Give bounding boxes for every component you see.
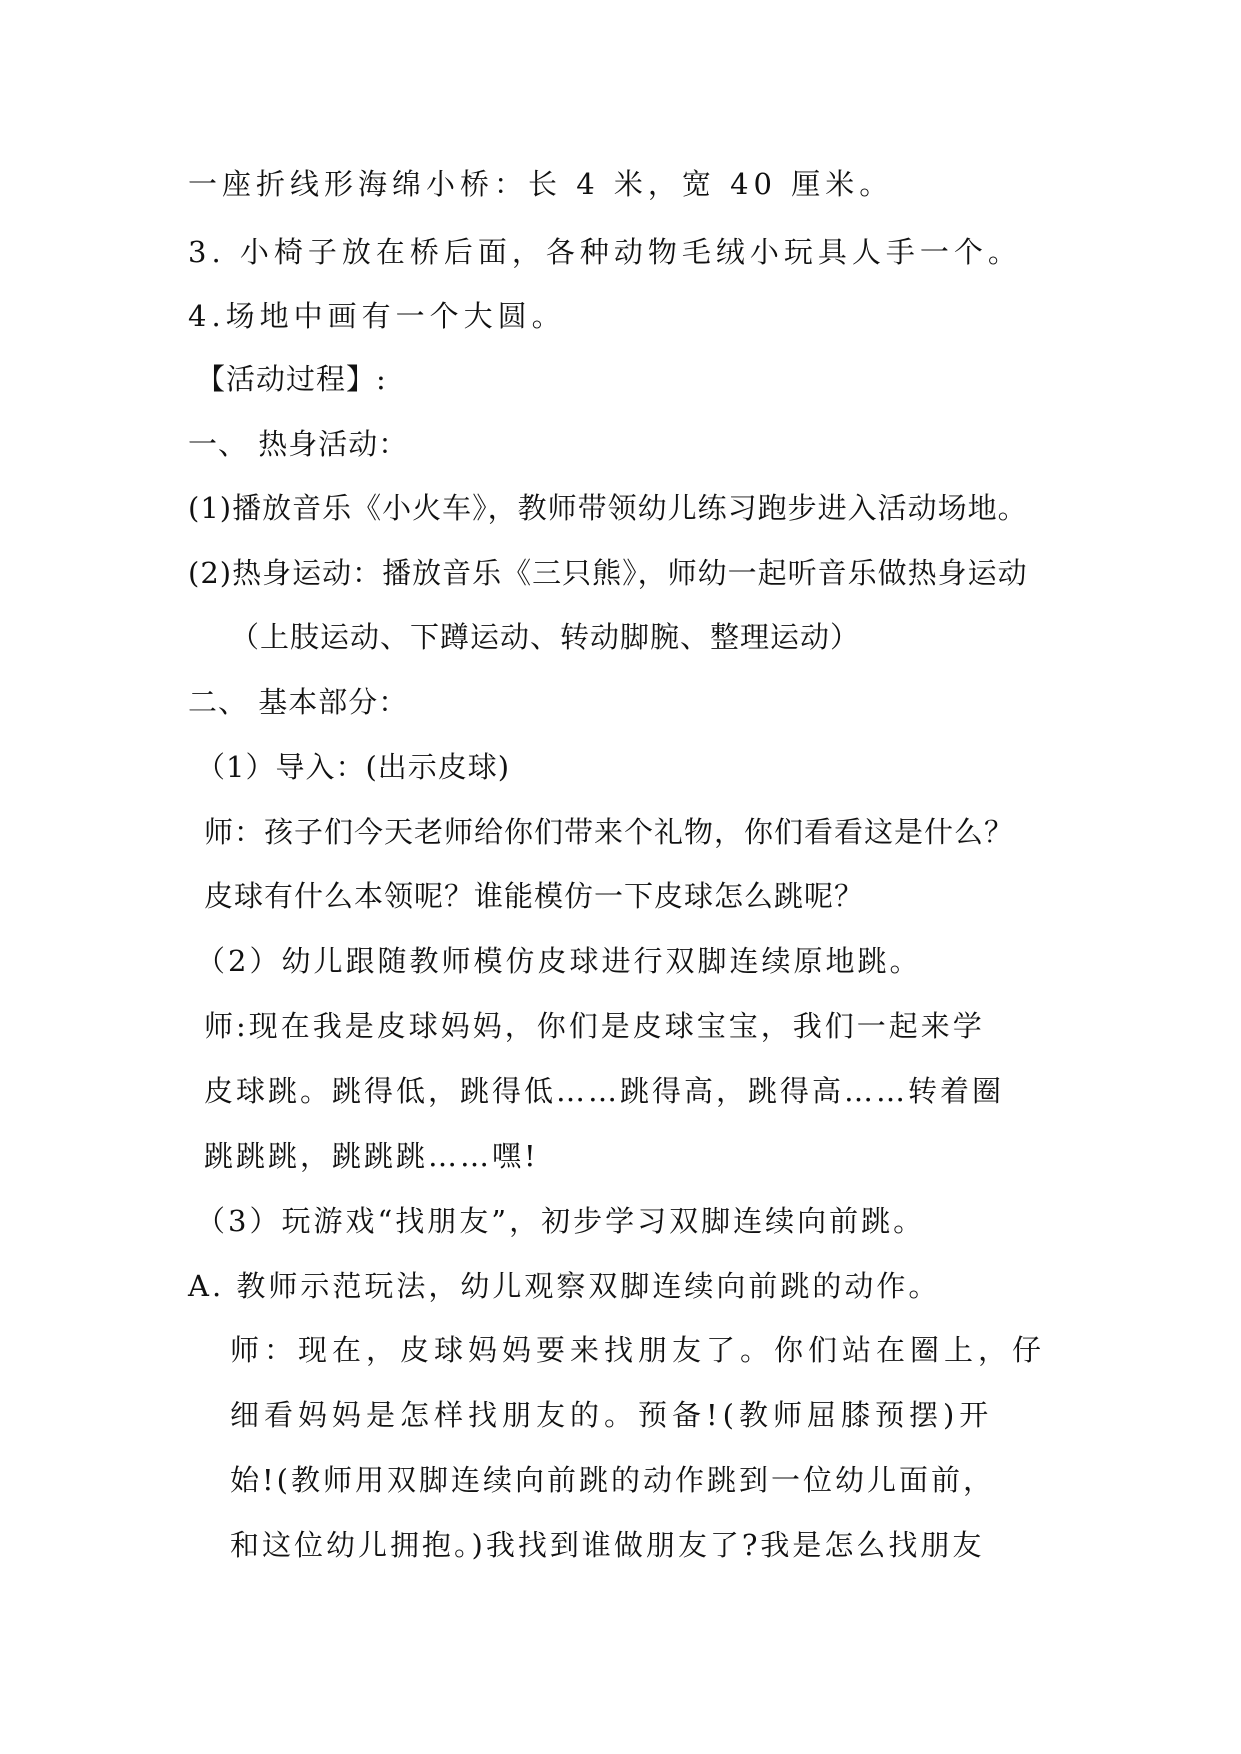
text-line-2: 3. 小椅子放在桥后面，各种动物毛绒小玩具人手一个。 xyxy=(188,235,1022,269)
text-line-22: 和这位幼儿拥抱。)我找到谁做朋友了?我是怎么找朋友 xyxy=(230,1528,985,1562)
text-line-basic-heading: 二、 基本部分： xyxy=(188,685,409,719)
text-line-7: (2)热身运动：播放音乐《三只熊》，师幼一起听音乐做热身运动 xyxy=(188,556,1028,590)
text-line-16: 跳跳跳，跳跳跳……嘿! xyxy=(204,1139,539,1173)
text-line-10: （1）导入：(出示皮球) xyxy=(196,750,511,784)
text-line-12: 皮球有什么本领呢？谁能模仿一下皮球怎么跳呢？ xyxy=(204,879,865,913)
text-line-warmup-heading: 一、 热身活动： xyxy=(188,427,409,461)
text-line-20: 细看妈妈是怎样找朋友的。预备!(教师屈膝预摆)开 xyxy=(230,1398,994,1432)
text-line-6: (1)播放音乐《小火车》，教师带领幼儿练习跑步进入活动场地。 xyxy=(188,491,1028,525)
text-line-18: A. 教师示范玩法，幼儿观察双脚连续向前跳的动作。 xyxy=(188,1269,941,1303)
text-line-13: （2）幼儿跟随教师模仿皮球进行双脚连续原地跳。 xyxy=(196,944,922,978)
section-heading-activity-process: 【活动过程】: xyxy=(196,362,387,396)
text-line-15: 皮球跳。跳得低，跳得低……跳得高，跳得高……转着圈 xyxy=(204,1074,1005,1108)
text-line-21: 始!(教师用双脚连续向前跳的动作跳到一位幼儿面前， xyxy=(230,1463,995,1497)
text-line-11: 师：孩子们今天老师给你们带来个礼物，你们看看这是什么？ xyxy=(204,815,1015,849)
text-line-1: 一座折线形海绵小桥：长 4 米，宽 40 厘米。 xyxy=(188,167,894,201)
text-line-3: 4.场地中画有一个大圆。 xyxy=(188,299,566,333)
text-line-8: （上肢运动、下蹲运动、转动脚腕、整理运动） xyxy=(230,620,861,654)
text-line-19: 师：现在，皮球妈妈要来找朋友了。你们站在圈上，仔 xyxy=(230,1333,1047,1367)
text-line-17: （3）玩游戏“找朋友”，初步学习双脚连续向前跳。 xyxy=(196,1204,926,1238)
text-line-14: 师:现在我是皮球妈妈，你们是皮球宝宝，我们一起来学 xyxy=(204,1009,985,1043)
